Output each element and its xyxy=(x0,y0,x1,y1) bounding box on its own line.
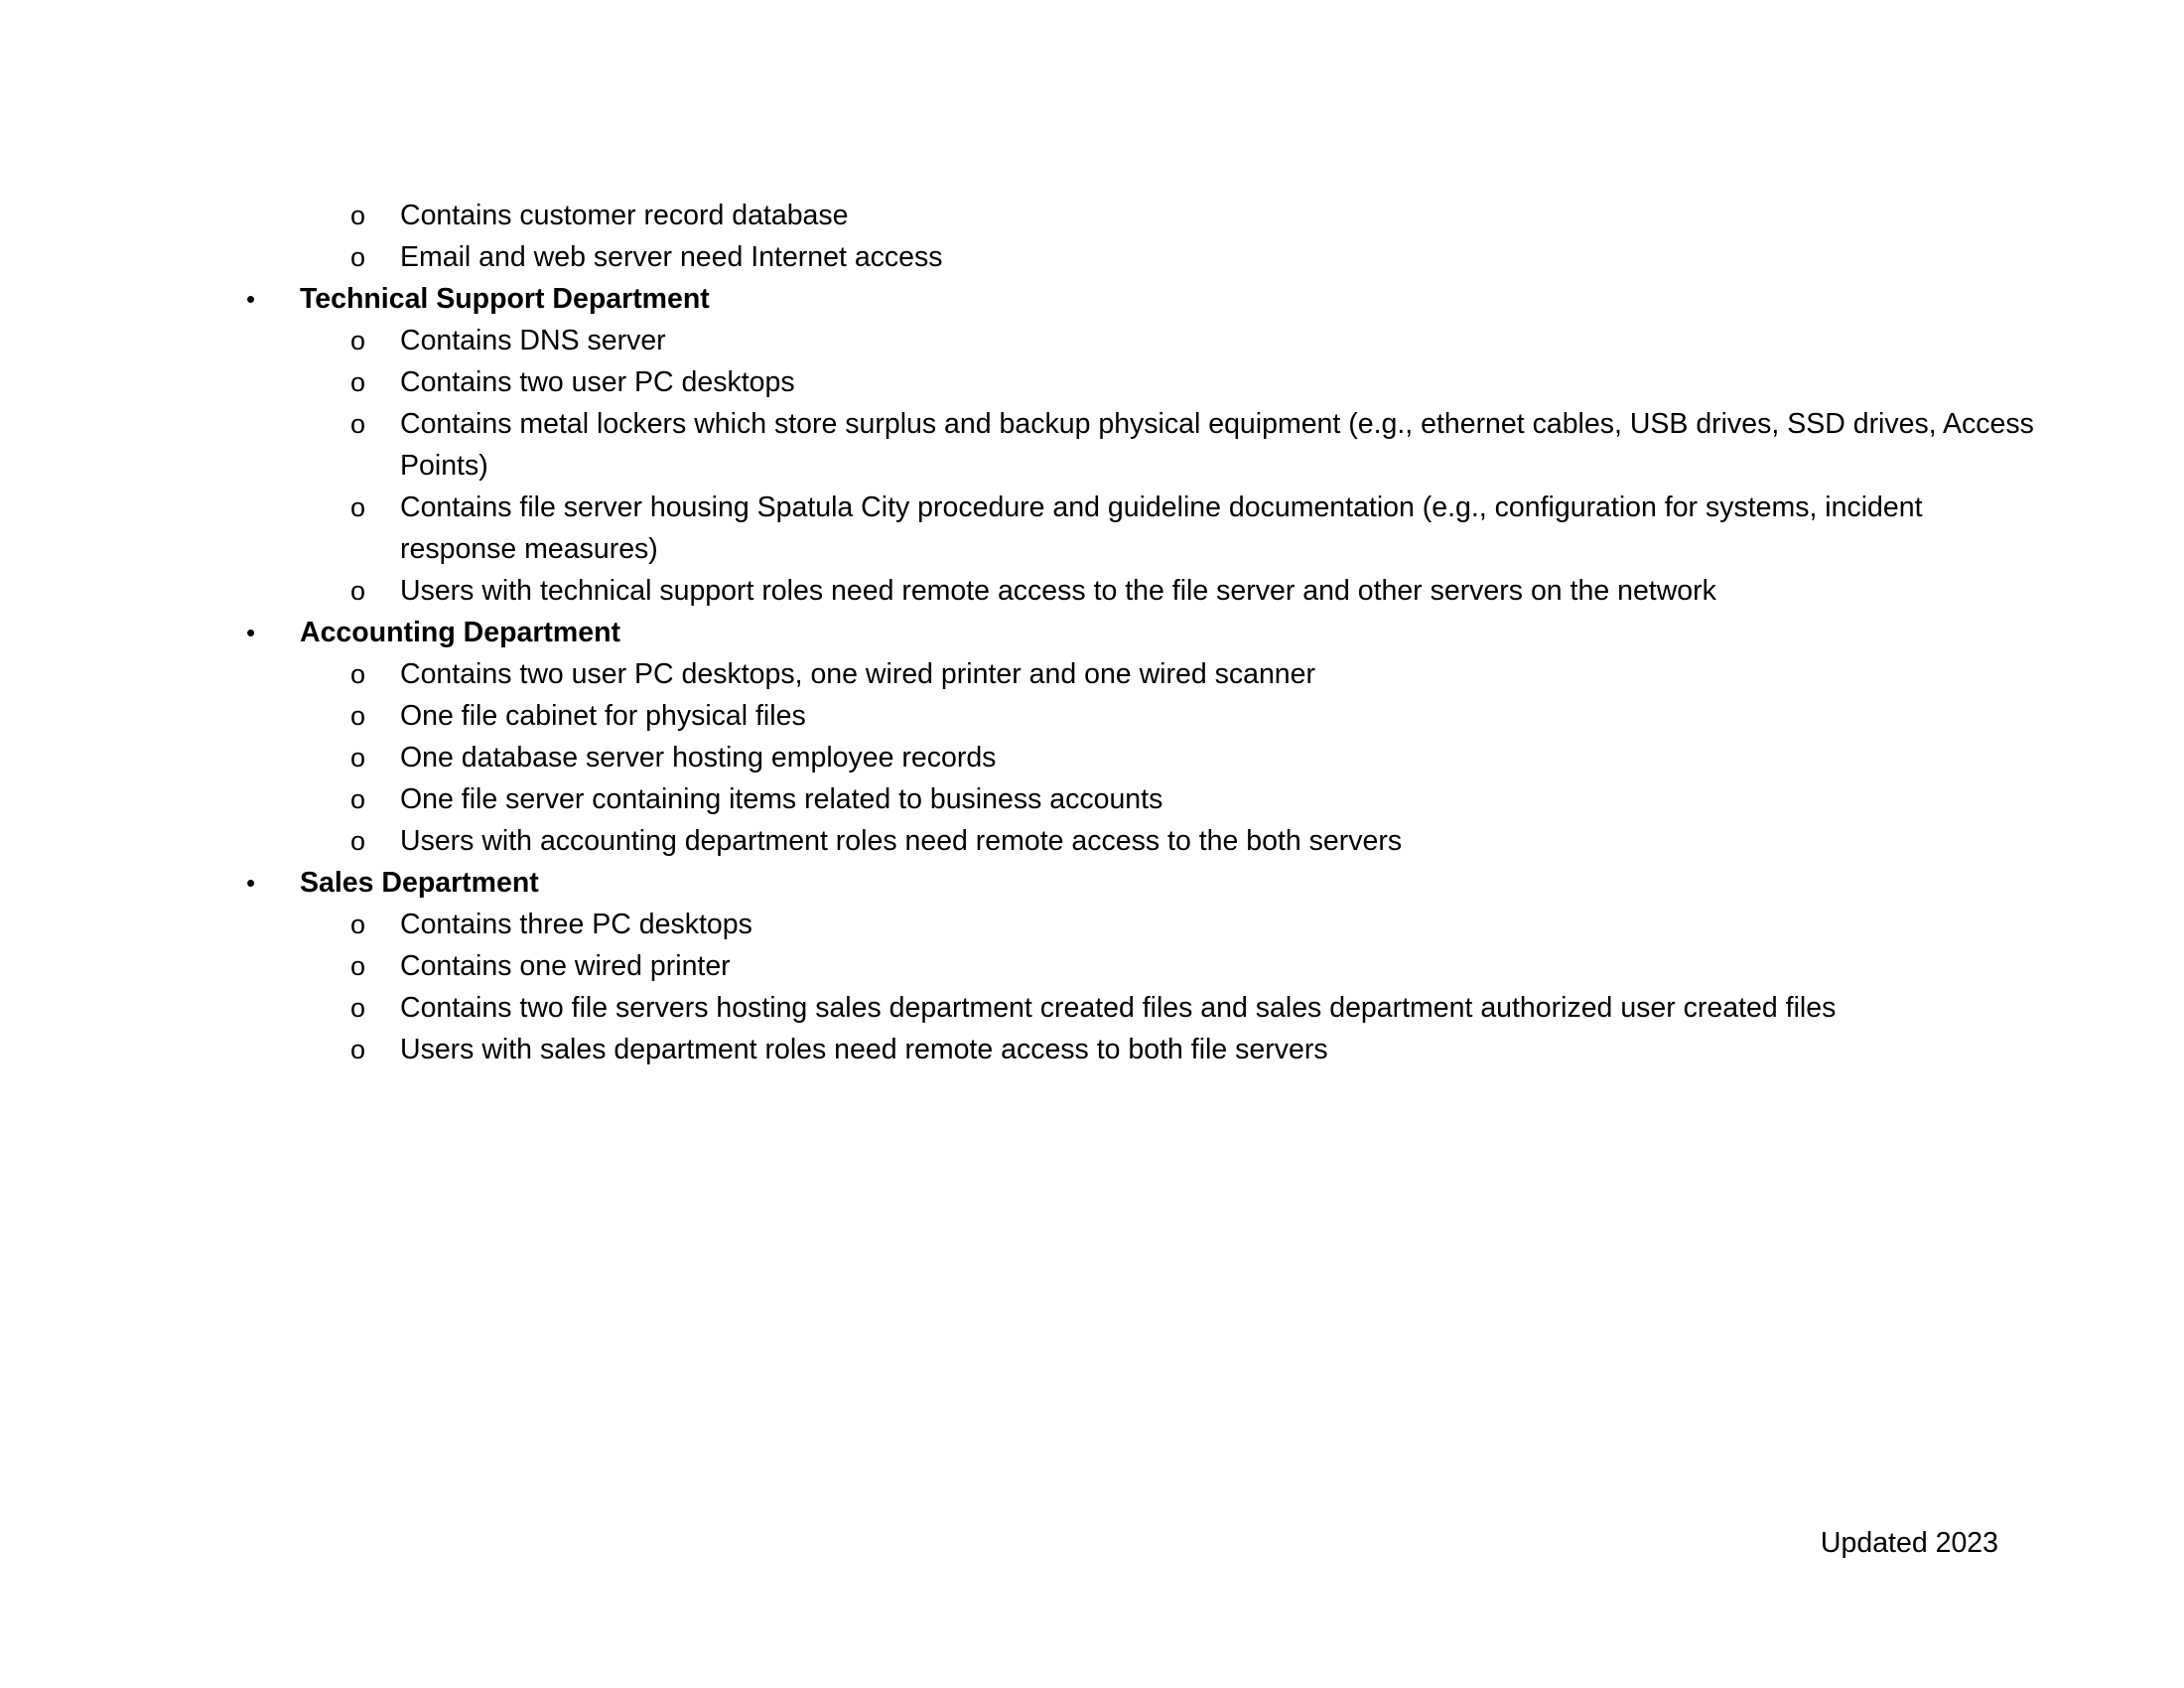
list-item-text: Contains one wired printer xyxy=(400,950,731,982)
list-item xyxy=(0,403,2184,445)
list-item-text: Contains three PC desktops xyxy=(400,909,752,940)
bullet-disc-icon: • xyxy=(246,868,256,898)
list-item xyxy=(0,737,2184,778)
list-item-text: One file server containing items related to business accounts xyxy=(400,783,1163,815)
bullet-circle-icon: o xyxy=(350,1035,366,1064)
list-item-text: Contains customer record database xyxy=(400,200,849,231)
bullet-disc-icon: • xyxy=(246,284,256,314)
bulleted-list xyxy=(0,195,2184,1070)
list-item-continuation xyxy=(0,528,2184,570)
list-item xyxy=(0,904,2184,945)
list-item xyxy=(0,945,2184,987)
bullet-circle-icon: o xyxy=(350,242,366,272)
section-heading-item xyxy=(0,612,2184,653)
list-item-text: One database server hosting employee records xyxy=(400,742,997,774)
list-item-text: Users with sales department roles need remote access to both file servers xyxy=(400,1034,1328,1065)
list-item-text: Contains metal lockers which store surplus and backup physical equipment (e.g., ethernet cables, USB drives, SSD drives, Access xyxy=(400,408,2034,440)
list-item xyxy=(0,320,2184,361)
list-item-text: Contains two user PC desktops, one wired printer and one wired scanner xyxy=(400,658,1315,690)
bullet-disc-icon: • xyxy=(246,618,256,647)
section-heading-text: Accounting Department xyxy=(300,617,621,648)
list-item xyxy=(0,195,2184,236)
bullet-circle-icon: o xyxy=(350,784,366,814)
list-item-text: One file cabinet for physical files xyxy=(400,700,806,732)
list-item-text: Contains two file servers hosting sales department created files and sales department authorized user created files xyxy=(400,992,1837,1024)
bullet-circle-icon: o xyxy=(350,743,366,773)
list-item xyxy=(0,820,2184,862)
bullet-circle-icon: o xyxy=(350,659,366,689)
list-item-text: Contains DNS server xyxy=(400,325,666,356)
list-item-continuation-text: response measures) xyxy=(400,533,658,565)
list-item xyxy=(0,987,2184,1029)
bullet-circle-icon: o xyxy=(350,993,366,1023)
bullet-circle-icon: o xyxy=(350,701,366,731)
bullet-circle-icon: o xyxy=(350,326,366,355)
list-item-text: Email and web server need Internet access xyxy=(400,241,943,273)
footer-updated-date: Updated 2023 xyxy=(1820,1527,1998,1559)
list-item-continuation xyxy=(0,445,2184,487)
section-heading-text: Technical Support Department xyxy=(300,283,710,315)
bullet-circle-icon: o xyxy=(350,201,366,230)
list-item xyxy=(0,695,2184,737)
section-heading-text: Sales Department xyxy=(300,867,539,899)
bullet-circle-icon: o xyxy=(350,951,366,981)
list-item xyxy=(0,778,2184,820)
bullet-circle-icon: o xyxy=(350,826,366,856)
list-item xyxy=(0,361,2184,403)
bullet-circle-icon: o xyxy=(350,409,366,439)
list-item xyxy=(0,487,2184,528)
list-item xyxy=(0,1029,2184,1070)
list-item xyxy=(0,653,2184,695)
list-item-text: Users with technical support roles need remote access to the file server and other servers on the network xyxy=(400,575,1716,607)
bullet-circle-icon: o xyxy=(350,367,366,397)
list-item-continuation-text: Points) xyxy=(400,450,488,482)
section-heading-item xyxy=(0,862,2184,904)
bullet-circle-icon: o xyxy=(350,910,366,939)
list-item xyxy=(0,570,2184,612)
list-item-text: Users with accounting department roles need remote access to the both servers xyxy=(400,825,1403,857)
list-item-text: Contains two user PC desktops xyxy=(400,366,795,398)
section-heading-item xyxy=(0,278,2184,320)
bullet-circle-icon: o xyxy=(350,576,366,606)
list-item xyxy=(0,236,2184,278)
bullet-circle-icon: o xyxy=(350,492,366,522)
list-item-text: Contains file server housing Spatula City procedure and guideline documentation (e.g., configuration for systems, incident xyxy=(400,492,1923,523)
